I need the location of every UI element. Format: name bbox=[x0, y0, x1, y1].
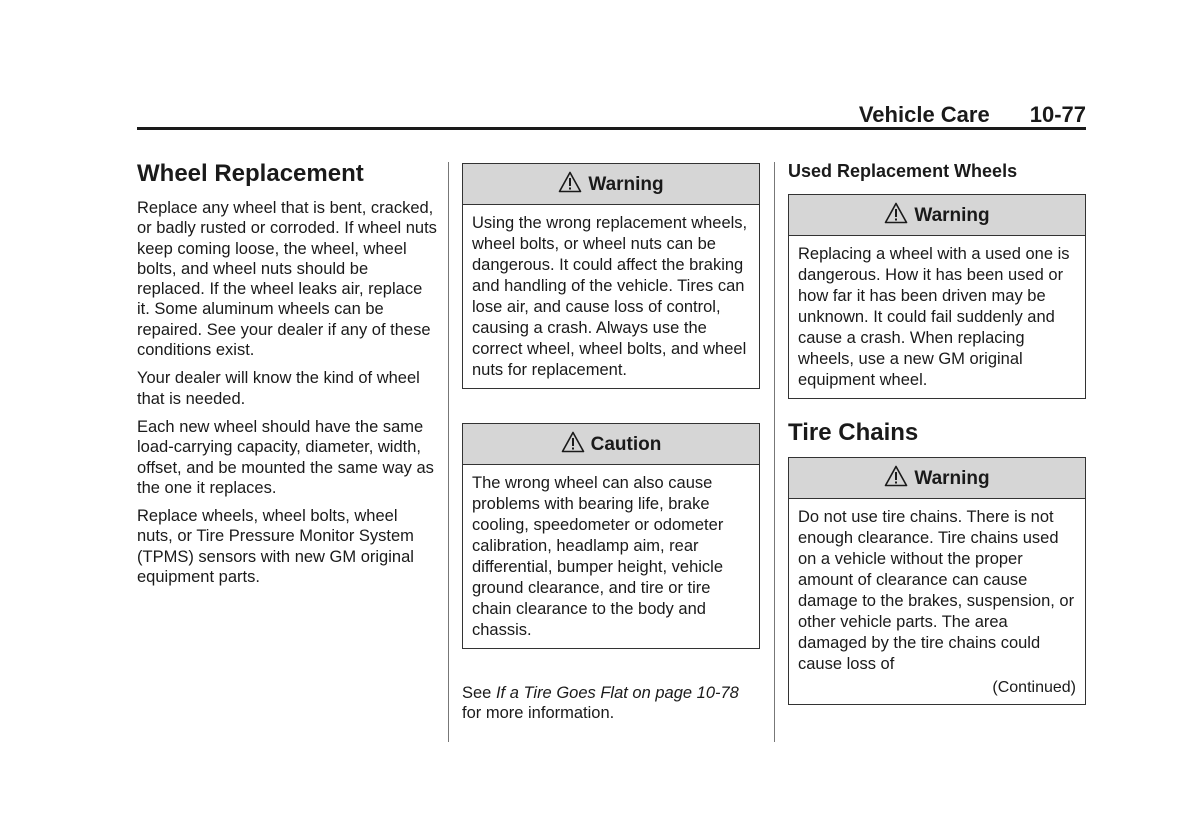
see-ref-suffix: for more information. bbox=[462, 704, 615, 723]
column-divider-1 bbox=[448, 162, 449, 742]
warning-triangle-icon bbox=[561, 427, 585, 469]
see-reference bbox=[462, 683, 760, 724]
warning-box bbox=[462, 163, 760, 389]
column-3 bbox=[788, 160, 1086, 705]
warning-triangle-icon bbox=[558, 167, 582, 209]
section-title-tire-chains: Tire Chains bbox=[788, 419, 919, 446]
header-text bbox=[859, 102, 1086, 128]
warning-box-header bbox=[789, 458, 1085, 499]
caution-label: Caution bbox=[590, 434, 662, 455]
warning-box-header bbox=[789, 195, 1085, 236]
page-number: 10-77 bbox=[1029, 102, 1086, 127]
header-section-title: Vehicle Care bbox=[858, 102, 990, 127]
warning-label: Warning bbox=[914, 468, 990, 489]
warning-box-header bbox=[463, 164, 759, 205]
warning-triangle-icon bbox=[884, 461, 908, 503]
column-1 bbox=[137, 160, 437, 595]
warning-box bbox=[788, 194, 1086, 399]
warning-text: Replacing a wheel with a used one is dangerous. How it has been used or how far it has been driven may be unknown. It could fail suddenly and cause a crash. When replacing wheels, use a new GM original equipment wheel. bbox=[798, 245, 1070, 389]
paragraph: Your dealer will know the kind of wheel that is needed. bbox=[137, 369, 420, 408]
warning-triangle-icon bbox=[884, 198, 908, 240]
column-divider-2 bbox=[774, 162, 775, 742]
header-rule bbox=[137, 127, 1086, 130]
paragraph: Replace wheels, wheel bolts, wheel nuts, or Tire Pressure Monitor System (TPMS) sensors with new GM original equipment parts. bbox=[137, 507, 414, 587]
warning-text: Using the wrong replacement wheels, wheel bolts, or wheel nuts can be dangerous. It could affect the braking and handling of the vehicle. Tires can lose air, and cause loss of control, causing a crash. Always use the correct wheel, wheel bolts, and wheel nuts for replacement. bbox=[472, 214, 748, 379]
paragraph: Each new wheel should have the same load-carrying capacity, diameter, width, offset, and be mounted the same way as the one it replaces. bbox=[137, 417, 434, 497]
subheading-used-replacement-wheels: Used Replacement Wheels bbox=[788, 161, 1018, 181]
caution-text: The wrong wheel can also cause problems with bearing life, brake cooling, speedometer or odometer calibration, headlamp aim, rear differential, bumper height, vehicle ground clearance, and tire or tire chain clearance to the body and chassis. bbox=[472, 474, 724, 639]
warning-box bbox=[788, 457, 1086, 705]
warning-label: Warning bbox=[588, 174, 664, 195]
see-ref-link[interactable]: If a Tire Goes Flat on page 10-78 bbox=[495, 684, 739, 702]
see-ref-prefix: See bbox=[462, 684, 496, 702]
caution-box bbox=[462, 423, 760, 649]
continued-note: (Continued) bbox=[992, 679, 1076, 696]
paragraph: Replace any wheel that is bent, cracked, or badly rusted or corroded. If wheel nuts keep coming loose, the wheel, wheel bolts, and wheel nuts should be replaced. If the wheel leaks air, replace it. Some aluminum wheels can be repaired. See your dealer if any of these conditions exist. bbox=[137, 199, 437, 360]
warning-text: Do not use tire chains. There is not enough clearance. Tire chains used on a vehicle without the proper amount of clearance can cause damage to the brakes, suspension, or other vehicle parts. The area damaged by the tire chains could cause loss of bbox=[798, 508, 1075, 673]
page-header bbox=[137, 100, 1086, 130]
section-title-wheel-replacement: Wheel Replacement bbox=[137, 160, 364, 187]
warning-label: Warning bbox=[914, 205, 990, 226]
column-2 bbox=[462, 160, 760, 732]
caution-box-header bbox=[463, 424, 759, 465]
